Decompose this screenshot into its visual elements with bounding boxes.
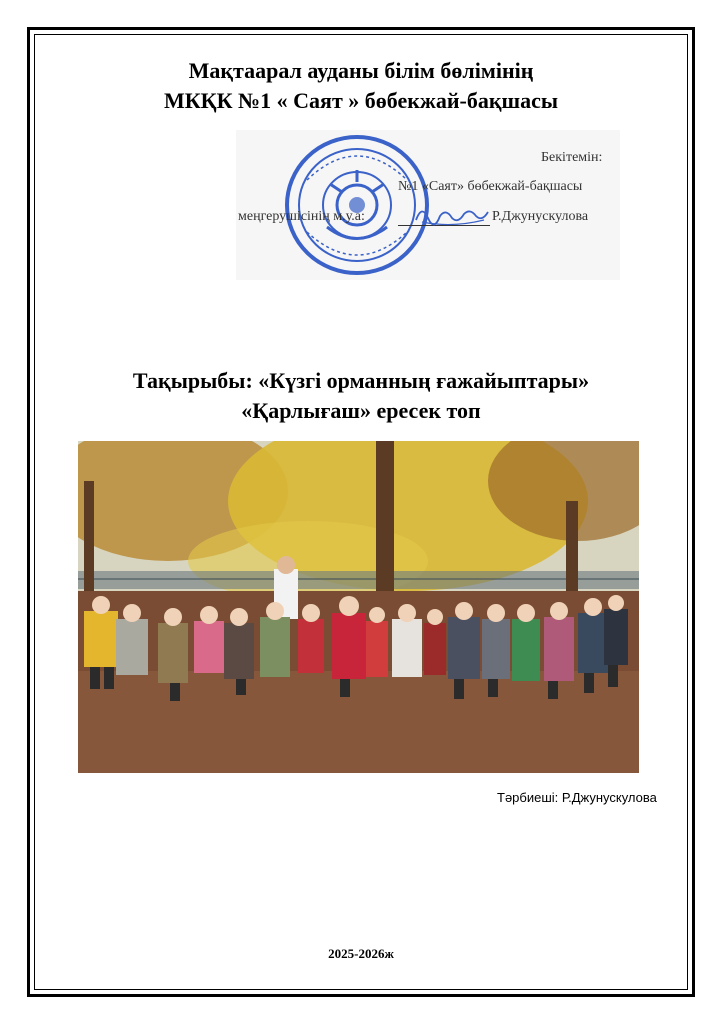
signature-icon bbox=[412, 200, 492, 230]
approval-org: №1 «Саят» бөбекжай-бақшасы bbox=[398, 179, 583, 194]
approval-heading: Бекітемін: bbox=[541, 150, 603, 165]
org-line-2: МКҚК №1 « Саят » бөбекжай-бақшасы bbox=[163, 88, 559, 113]
autumn-park-photo-icon bbox=[78, 441, 639, 773]
approval-name: Р.Джунускулова bbox=[492, 209, 589, 224]
org-line-1: Мақтаарал ауданы білім бөлімінің bbox=[188, 58, 534, 83]
group-photo bbox=[78, 441, 639, 773]
academic-year: 2025-2026ж bbox=[328, 946, 394, 961]
page-title: Тақырыбы: «Күзгі орманның ғажайыптары» bbox=[132, 368, 590, 393]
approval-role: меңгерушісінің м.у.а: bbox=[238, 209, 365, 224]
group-name: «Қарлығаш» ересек топ bbox=[241, 398, 481, 423]
official-seal-icon bbox=[282, 132, 432, 278]
teacher-name: Тәрбиеші: Р.Джунускулова bbox=[497, 790, 657, 805]
